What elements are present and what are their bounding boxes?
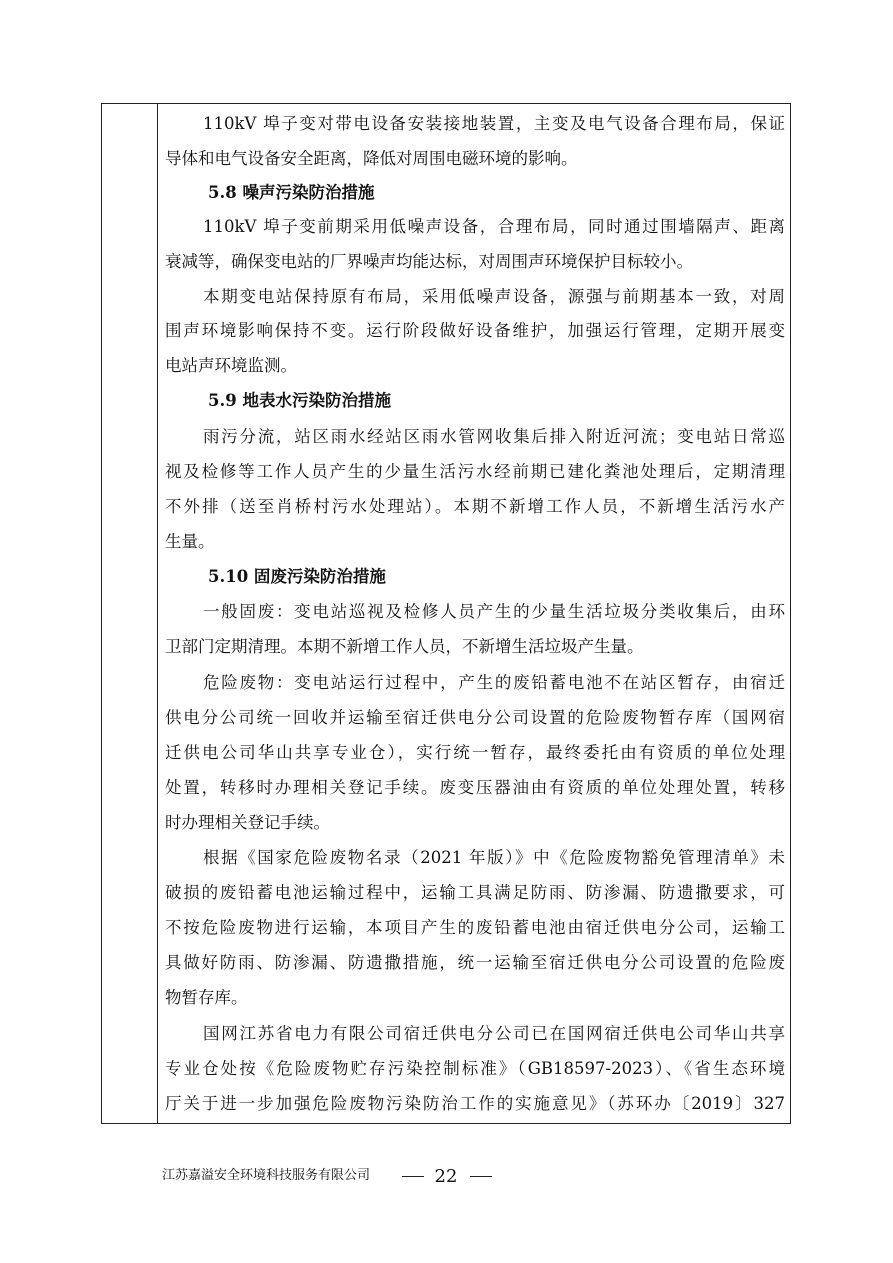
paragraph-line: 不按危险废物进行运输，本项目产生的废铅蓄电池由宿迁供电分公司，运输工 <box>165 918 785 937</box>
page-number: 22 <box>434 1166 458 1187</box>
content-table <box>101 103 791 1124</box>
paragraph-line: 不外排（送至肖桥村污水处理站）。本期不新增工作人员，不新增生活污水产 <box>165 497 785 516</box>
paragraph-line: 时办理相关登记手续。 <box>165 813 330 832</box>
paragraph-line: 围声环境影响保持不变。运行阶段做好设备维护，加强运行管理，定期开展变 <box>165 321 785 340</box>
paragraph-line: 供电分公司统一回收并运输至宿迁供电分公司设置的危险废物暂存库（国网宿 <box>165 708 785 727</box>
section-heading: 5.8 噪声污染防治措施 <box>208 183 375 202</box>
paragraph-line: 处置，转移时办理相关登记手续。废变压器油由有资质的单位处理处置，转移 <box>165 778 785 797</box>
paragraph-line: 110kV 埠子变对带电设备安装接地装置，主变及电气设备合理布局，保证 <box>203 114 785 133</box>
paragraph-line: 国网江苏省电力有限公司宿迁供电分公司已在国网宿迁供电公司华山共享 <box>203 1024 785 1043</box>
paragraph-line: 导体和电气设备安全距离，降低对周围电磁环境的影响。 <box>165 149 578 168</box>
paragraph-line: 根据《国家危险废物名录（2021 年版）》中《危险废物豁免管理清单》未 <box>203 848 785 867</box>
section-heading: 5.9 地表水污染防治措施 <box>208 391 391 410</box>
paragraph-line: 危险废物：变电站运行过程中，产生的废铅蓄电池不在站区暂存，由宿迁 <box>203 673 785 692</box>
footer-dash-left <box>402 1176 424 1177</box>
paragraph-line: 电站声环境监测。 <box>165 356 297 375</box>
paragraph-line: 衰减等，确保变电站的厂界噪声均能达标，对周围声环境保护目标较小。 <box>165 252 693 271</box>
paragraph-line: 110kV 埠子变前期采用低噪声设备，合理布局，同时通过围墙隔声、距离 <box>203 217 785 236</box>
table-left-column <box>102 104 158 1123</box>
footer-company-name: 江苏嘉溢安全环境科技服务有限公司 <box>162 1168 371 1183</box>
page-footer <box>0 1162 893 1192</box>
section-heading: 5.10 固废污染防治措施 <box>208 567 386 586</box>
paragraph-line: 本期变电站保持原有布局，采用低噪声设备，源强与前期基本一致，对周 <box>203 287 785 306</box>
paragraph-line: 卫部门定期清理。本期不新增工作人员，不新增生活垃圾产生量。 <box>165 637 644 656</box>
paragraph-line: 雨污分流，站区雨水经站区雨水管网收集后排入附近河流；变电站日常巡 <box>203 427 785 446</box>
paragraph-line: 一般固废：变电站巡视及检修人员产生的少量生活垃圾分类收集后，由环 <box>203 602 785 621</box>
paragraph-line: 专业仓处按《危险废物贮存污染控制标准》（GB18597-2023）、《省生态环境 <box>165 1059 785 1078</box>
paragraph-line: 破损的废铅蓄电池运输过程中，运输工具满足防雨、防渗漏、防遗撒要求，可 <box>165 883 785 902</box>
paragraph-line: 迁供电公司华山共享专业仓），实行统一暂存，最终委托由有资质的单位处理 <box>165 743 785 762</box>
paragraph-line: 物暂存库。 <box>165 988 248 1007</box>
paragraph-line: 具做好防雨、防渗漏、防遗撒措施，统一运输至宿迁供电分公司设置的危险废 <box>165 953 785 972</box>
footer-dash-right <box>470 1176 492 1177</box>
paragraph-line: 视及检修等工作人员产生的少量生活污水经前期已建化粪池处理后，定期清理 <box>165 462 785 481</box>
paragraph-line: 厅关于进一步加强危险废物污染防治工作的实施意见》（苏环办〔2019〕327 <box>165 1094 785 1113</box>
paragraph-line: 生量。 <box>165 532 215 551</box>
